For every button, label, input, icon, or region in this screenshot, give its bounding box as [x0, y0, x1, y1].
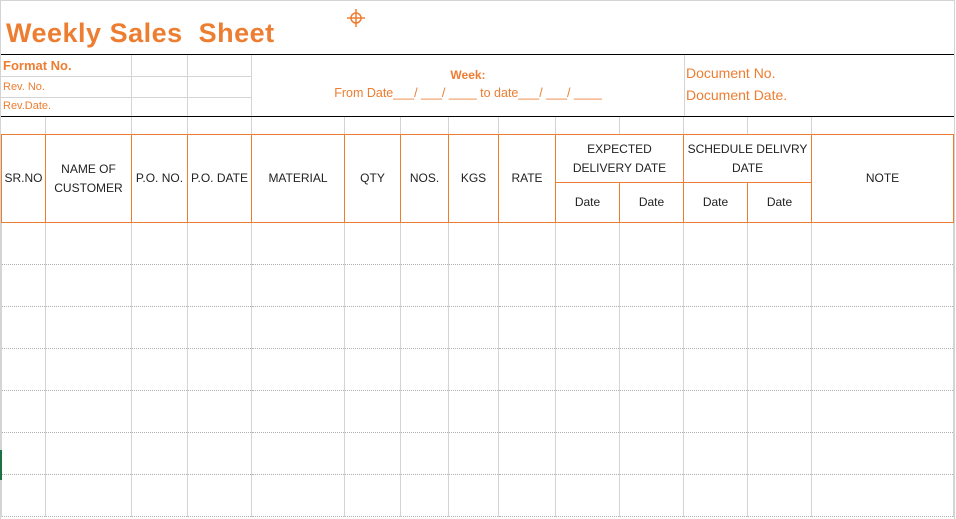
table-cell[interactable]: [2, 349, 46, 391]
table-cell[interactable]: [132, 265, 188, 307]
table-cell[interactable]: [812, 433, 954, 475]
table-cell[interactable]: [132, 349, 188, 391]
header-note: NOTE: [812, 135, 954, 223]
table-cell[interactable]: [252, 349, 345, 391]
grid-line: [344, 117, 345, 134]
table-cell[interactable]: [2, 223, 46, 265]
table-cell[interactable]: [2, 433, 46, 475]
subheader-date: Date: [748, 183, 812, 223]
table-cell[interactable]: [46, 349, 132, 391]
table-row: [2, 391, 954, 433]
table-cell[interactable]: [46, 307, 132, 349]
table-cell[interactable]: [684, 307, 748, 349]
info-top-border: [0, 54, 954, 55]
table-cell[interactable]: [188, 433, 252, 475]
table-cell[interactable]: [556, 433, 620, 475]
header-sr-no: SR.NO: [2, 135, 46, 223]
table-cell[interactable]: [401, 475, 449, 517]
table-cell[interactable]: [499, 265, 556, 307]
table-cell[interactable]: [345, 223, 401, 265]
table-cell[interactable]: [345, 349, 401, 391]
header-kgs: KGS: [449, 135, 499, 223]
grid-line: [0, 97, 251, 98]
table-cell[interactable]: [748, 265, 812, 307]
table-body: [2, 223, 954, 517]
table-row: [2, 475, 954, 517]
table-cell[interactable]: [449, 391, 499, 433]
table-cell[interactable]: [449, 265, 499, 307]
header-nos: NOS.: [401, 135, 449, 223]
grid-line: [747, 117, 748, 134]
table-cell[interactable]: [748, 307, 812, 349]
table-cell[interactable]: [620, 433, 684, 475]
table-cell[interactable]: [132, 433, 188, 475]
table-cell[interactable]: [2, 391, 46, 433]
table-cell[interactable]: [812, 223, 954, 265]
header-material: MATERIAL: [252, 135, 345, 223]
table-cell[interactable]: [684, 223, 748, 265]
sheet-edge-marker: [0, 450, 2, 480]
table-cell[interactable]: [188, 265, 252, 307]
grid-line: [954, 0, 955, 519]
table-cell[interactable]: [46, 223, 132, 265]
table-cell[interactable]: [748, 433, 812, 475]
table-cell[interactable]: [449, 349, 499, 391]
table-cell[interactable]: [556, 349, 620, 391]
table-cell[interactable]: [449, 433, 499, 475]
table-cell[interactable]: [748, 349, 812, 391]
table-cell[interactable]: [401, 307, 449, 349]
table-cell[interactable]: [132, 307, 188, 349]
subheader-date: Date: [556, 183, 620, 223]
table-cell[interactable]: [252, 475, 345, 517]
header-po-no: P.O. NO.: [132, 135, 188, 223]
table-cell[interactable]: [401, 433, 449, 475]
table-cell[interactable]: [401, 349, 449, 391]
format-no-label: Format No.: [3, 58, 72, 73]
table-cell[interactable]: [188, 349, 252, 391]
table-cell[interactable]: [449, 307, 499, 349]
table-cell[interactable]: [345, 391, 401, 433]
table-cell[interactable]: [556, 265, 620, 307]
table-cell[interactable]: [556, 223, 620, 265]
table-row: [2, 433, 954, 475]
grid-line: [684, 55, 685, 116]
grid-line: [187, 117, 188, 134]
table-cell[interactable]: [620, 223, 684, 265]
document-no-label: Document No.: [686, 65, 776, 81]
table-cell[interactable]: [252, 391, 345, 433]
table-cell[interactable]: [449, 223, 499, 265]
table-cell[interactable]: [620, 475, 684, 517]
grid-line: [683, 117, 684, 134]
table-row: [2, 223, 954, 265]
grid-line: [131, 117, 132, 134]
table-cell[interactable]: [401, 391, 449, 433]
table-cell[interactable]: [345, 307, 401, 349]
header-schedule-delivery-date: SCHEDULE DELIVRY DATE: [684, 135, 812, 183]
subheader-date: Date: [684, 183, 748, 223]
document-date-label: Document Date.: [686, 87, 788, 103]
table-cell[interactable]: [188, 475, 252, 517]
table-cell[interactable]: [620, 391, 684, 433]
table-cell[interactable]: [449, 475, 499, 517]
table-cell[interactable]: [252, 265, 345, 307]
table-cell[interactable]: [684, 349, 748, 391]
table-row: [2, 349, 954, 391]
table-cell[interactable]: [2, 265, 46, 307]
table-cell[interactable]: [46, 475, 132, 517]
table-cell[interactable]: [132, 223, 188, 265]
table-row: [2, 265, 954, 307]
table-cell[interactable]: [556, 475, 620, 517]
table-cell[interactable]: [812, 475, 954, 517]
crosshair-icon: [346, 8, 366, 28]
sheet-title: Weekly Sales Sheet: [6, 18, 275, 48]
table-cell[interactable]: [620, 349, 684, 391]
table-cell[interactable]: [401, 223, 449, 265]
grid-line: [0, 76, 251, 77]
table-cell[interactable]: [345, 433, 401, 475]
table-row: [2, 307, 954, 349]
grid-line: [45, 117, 46, 134]
header-qty: QTY: [345, 135, 401, 223]
week-date-range: From Date___/ ___/ ____ to date___/ ___/ ____: [334, 86, 602, 100]
header-po-date: P.O. DATE: [188, 135, 252, 223]
table-cell[interactable]: [46, 433, 132, 475]
table-cell[interactable]: [499, 349, 556, 391]
sales-table: [1, 134, 954, 517]
grid-line: [555, 117, 556, 134]
grid-line: [400, 117, 401, 134]
table-cell[interactable]: [345, 475, 401, 517]
table-cell[interactable]: [345, 265, 401, 307]
table-cell[interactable]: [188, 223, 252, 265]
grid-line: [811, 117, 812, 134]
grid-line: [619, 117, 620, 134]
table-cell[interactable]: [2, 307, 46, 349]
table-cell[interactable]: [188, 307, 252, 349]
table-cell[interactable]: [499, 223, 556, 265]
grid-line: [251, 117, 252, 134]
table-cell[interactable]: [499, 391, 556, 433]
table-cell[interactable]: [748, 475, 812, 517]
table-cell[interactable]: [684, 391, 748, 433]
header-expected-delivery-date: EXPECTED DELIVERY DATE: [556, 135, 684, 183]
table-cell[interactable]: [620, 265, 684, 307]
grid-line: [0, 0, 954, 1]
rev-no-label: Rev. No.: [3, 81, 45, 93]
table-cell[interactable]: [46, 391, 132, 433]
table-cell[interactable]: [499, 433, 556, 475]
header-name-of-customer: NAME OF CUSTOMER: [46, 135, 132, 223]
table-cell[interactable]: [252, 223, 345, 265]
table-cell[interactable]: [132, 391, 188, 433]
table-cell[interactable]: [252, 433, 345, 475]
table-cell[interactable]: [556, 307, 620, 349]
table-cell[interactable]: [748, 391, 812, 433]
table-cell[interactable]: [401, 265, 449, 307]
week-label: Week:: [450, 68, 486, 82]
table-cell[interactable]: [132, 475, 188, 517]
header-rate: RATE: [499, 135, 556, 223]
table-cell[interactable]: [812, 391, 954, 433]
table-cell[interactable]: [499, 475, 556, 517]
table-cell[interactable]: [684, 433, 748, 475]
table-cell[interactable]: [812, 349, 954, 391]
table-cell[interactable]: [684, 475, 748, 517]
table-cell[interactable]: [748, 223, 812, 265]
table-cell[interactable]: [812, 307, 954, 349]
table-cell[interactable]: [812, 265, 954, 307]
rev-date-label: Rev.Date.: [3, 100, 52, 112]
table-cell[interactable]: [252, 307, 345, 349]
grid-line: [448, 117, 449, 134]
subheader-date: Date: [620, 183, 684, 223]
table-cell[interactable]: [556, 391, 620, 433]
table-cell[interactable]: [499, 307, 556, 349]
table-cell[interactable]: [620, 307, 684, 349]
table-cell[interactable]: [684, 265, 748, 307]
table-cell[interactable]: [2, 475, 46, 517]
table-cell[interactable]: [46, 265, 132, 307]
table-cell[interactable]: [188, 391, 252, 433]
grid-line: [131, 55, 132, 116]
grid-line: [187, 55, 188, 116]
grid-line: [498, 117, 499, 134]
